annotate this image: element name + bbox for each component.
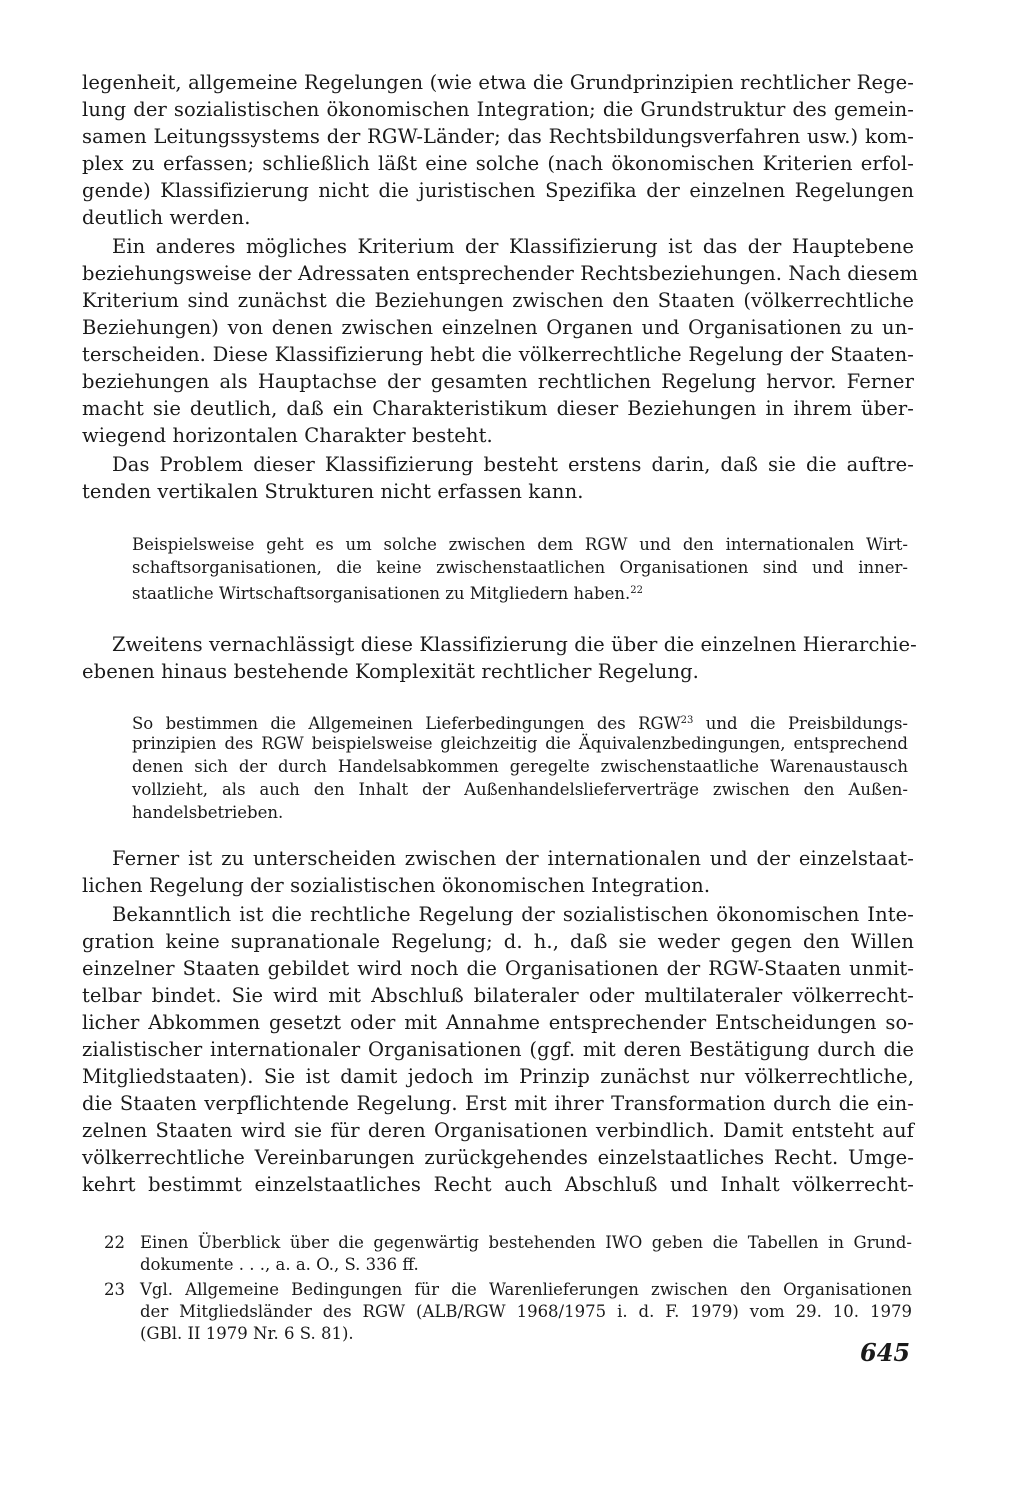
text-line: Mitgliedstaaten). Sie ist damit jedoch im Prinzip zunächst nur völkerrechtliche, [82,1065,914,1088]
text-line: wiegend horizontalen Charakter besteht. [82,424,493,447]
text-line: gration keine supranationale Regelung; d. h., daß sie weder gegen den Willen [82,930,914,953]
text-line: staatliche Wirtschaftsorganisationen zu Mitgliedern haben.$^{22}$ [132,584,643,603]
text-line: licher Abkommen gesetzt oder mit Annahme entsprechender Entscheidungen so- [82,1011,914,1034]
text-line: lung der sozialistischen ökonomischen Integration; die Grundstruktur des gemein- [82,98,914,121]
text-line: ebenen hinaus bestehende Komplexität rechtlicher Regelung. [82,660,699,683]
footnote-ref-22[interactable]: 22 [630,585,643,596]
footnote-text: (GBl. II 1979 Nr. 6 S. 81). [140,1324,354,1343]
text-line: kehrt bestimmt einzelstaatliches Recht auch Abschluß und Inhalt völkerrecht- [82,1173,914,1196]
footnote-text: Vgl. Allgemeine Bedingungen für die Warenlieferungen zwischen den Organisationen [140,1280,912,1299]
text-line: Ferner ist zu unterscheiden zwischen der internationalen und der einzelstaat- [112,847,914,870]
text-line: tenden vertikalen Strukturen nicht erfassen kann. [82,480,584,503]
text-line: macht sie deutlich, daß ein Charakteristikum dieser Beziehungen in ihrem über- [82,397,914,420]
text-line: plex zu erfassen; schließlich läßt eine solche (nach ökonomischen Kriterien erfol- [82,152,914,175]
footnote-number: 23 [104,1280,125,1299]
text-line: deutlich werden. [82,206,251,229]
footnote-text: der Mitgliedsländer des RGW (ALB/RGW 1968/1975 i. d. F. 1979) vom 29. 10. 1979 [140,1302,912,1321]
text-line: prinzipien des RGW beispielsweise gleichzeitig die Äquivalenzbedingungen, entsprechend [132,734,908,753]
text-line: Kriterium sind zunächst die Beziehungen zwischen den Staaten (völkerrechtliche [82,289,914,312]
text-line: einzelner Staaten gebildet wird noch die Organisationen der RGW-Staaten unmit- [82,957,914,980]
footnote-number: 22 [104,1233,125,1252]
text-line: So bestimmen die Allgemeinen Lieferbedingungen des RGW$^{23}$ und die Preisbildungs- [132,714,908,733]
footnote-text: dokumente . . ., a. a. O., S. 336 ff. [140,1255,419,1274]
page-number: 645 [860,1338,911,1367]
text-line: beziehungsweise der Adressaten entsprechender Rechtsbeziehungen. Nach diesem [82,262,919,285]
text-line: beziehungen als Hauptachse der gesamten rechtlichen Regelung hervor. Ferner [82,370,914,393]
text-line: zialistischer internationaler Organisationen (ggf. mit deren Bestätigung durch die [82,1038,914,1061]
footnote-text: Einen Überblick über die gegenwärtig bestehenden IWO geben die Tabellen in Grund- [140,1233,912,1252]
text-line: handelsbetrieben. [132,803,284,822]
text-line: lichen Regelung der sozialistischen ökonomischen Integration. [82,874,711,897]
text-line: denen sich der durch Handelsabkommen geregelte zwischenstaatliche Warenaustausch [132,757,908,776]
text-line: die Staaten verpflichtende Regelung. Erst mit ihrer Transformation durch die ein- [82,1092,914,1115]
text-line: legenheit, allgemeine Regelungen (wie etwa die Grundprinzipien rechtlicher Rege- [82,71,914,94]
text-line: völkerrechtliche Vereinbarungen zurückgehendes einzelstaatliches Recht. Umge- [82,1146,914,1169]
text-line: vollzieht, als auch den Inhalt der Außenhandelslieferverträge zwischen den Außen- [132,780,908,799]
text-line: schaftsorganisationen, die keine zwischenstaatlichen Organisationen sind und inner- [132,558,908,577]
text-line: Das Problem dieser Klassifizierung besteht erstens darin, daß sie die auftre- [112,453,914,476]
text-line: samen Leitungssystems der RGW-Länder; das Rechtsbildungsverfahren usw.) kom- [82,125,914,148]
text-line: telbar bindet. Sie wird mit Abschluß bilateraler oder multilateraler völkerrecht- [82,984,914,1007]
text-line: zelnen Staaten wird sie für deren Organisationen verbindlich. Damit entsteht auf [82,1119,914,1142]
text-line: Beispielsweise geht es um solche zwischen dem RGW und den internationalen Wirt- [132,535,908,554]
text-line: terscheiden. Diese Klassifizierung hebt die völkerrechtliche Regelung der Staaten- [82,343,914,366]
text-line: gende) Klassifizierung nicht die juristischen Spezifika der einzelnen Regelungen [82,179,914,202]
text-line: Beziehungen) von denen zwischen einzelnen Organen und Organisationen zu un- [82,316,914,339]
text-line: Zweitens vernachlässigt diese Klassifizierung die über die einzelnen Hierarchie- [112,633,917,656]
text-line: Ein anderes mögliches Kriterium der Klassifizierung ist das der Hauptebene [112,235,914,258]
footnote-ref-23[interactable]: 23 [680,715,694,726]
text-line: Bekanntlich ist die rechtliche Regelung der sozialistischen ökonomischen Inte- [112,903,914,926]
